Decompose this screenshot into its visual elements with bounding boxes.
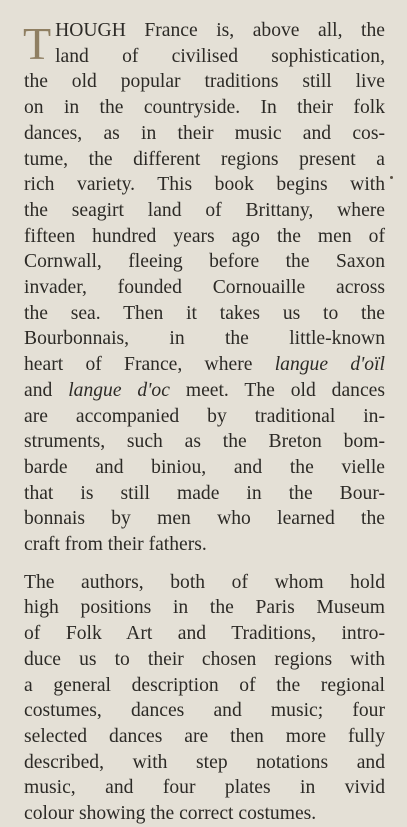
text-segment: and — [24, 379, 69, 401]
text-line-content: HOUGH France is, above all, the — [55, 20, 385, 41]
text-line: land of civilised sophistication, — [55, 45, 385, 67]
text-line: the old popular traditions still live — [24, 71, 385, 93]
text-line: on in the countryside. In their folk — [24, 97, 385, 119]
text-line: barde and biniou, and the vielle — [24, 456, 385, 478]
text-line: bonnais by men who learned the — [24, 508, 385, 530]
text-line: struments, such as the Breton bom- — [24, 431, 385, 453]
text-line: rich variety. This book begins with — [24, 174, 385, 196]
text-line: craft from their fathers. — [24, 534, 207, 556]
paragraph-intro — [24, 18, 385, 558]
text-line: music, and four plates in vivid — [24, 777, 385, 799]
text-line — [24, 18, 385, 44]
text-segment: meet. The old dances — [169, 379, 385, 401]
text-line: colour showing the correct costumes. — [24, 803, 317, 825]
margin-dot — [390, 176, 393, 179]
text-line: a general description of the regional — [24, 674, 385, 696]
text-line: that is still made in the Bour- — [24, 482, 385, 504]
text-line: invader, founded Cornouaille across — [24, 277, 385, 299]
text-line-with-italic — [24, 378, 385, 404]
text-line: Bourbonnais, in the little-known — [24, 328, 385, 350]
text-line: of Folk Art and Traditions, intro- — [24, 623, 385, 645]
text-line: selected dances are then more fully — [24, 725, 385, 747]
drop-cap: T — [23, 18, 52, 69]
text-line: duce us to their chosen regions with — [24, 648, 385, 670]
text-line: costumes, dances and music; four — [24, 700, 385, 722]
text-line: the sea. Then it takes us to the — [24, 302, 385, 324]
text-line: tume, the different regions present a — [24, 148, 385, 170]
text-line: the seagirt land of Brittany, where — [24, 199, 385, 221]
text-line: dances, as in their music and cos- — [24, 122, 385, 144]
text-line: high positions in the Paris Museum — [24, 597, 385, 619]
italic-langue-oc: langue d'oc — [68, 379, 170, 401]
text-line-with-italic — [24, 352, 385, 378]
text-line: Cornwall, fleeing before the Saxon — [24, 251, 385, 273]
text-line: fifteen hundred years ago the men of — [24, 225, 385, 247]
text-line: The authors, both of whom hold — [24, 571, 385, 593]
text-line: described, with step notations and — [24, 751, 385, 773]
text-segment: heart of France, where — [24, 354, 275, 376]
text-line: are accompanied by traditional in- — [24, 405, 385, 427]
italic-langue-oil: langue d'oïl — [274, 354, 385, 376]
paragraph-authors — [24, 570, 385, 827]
